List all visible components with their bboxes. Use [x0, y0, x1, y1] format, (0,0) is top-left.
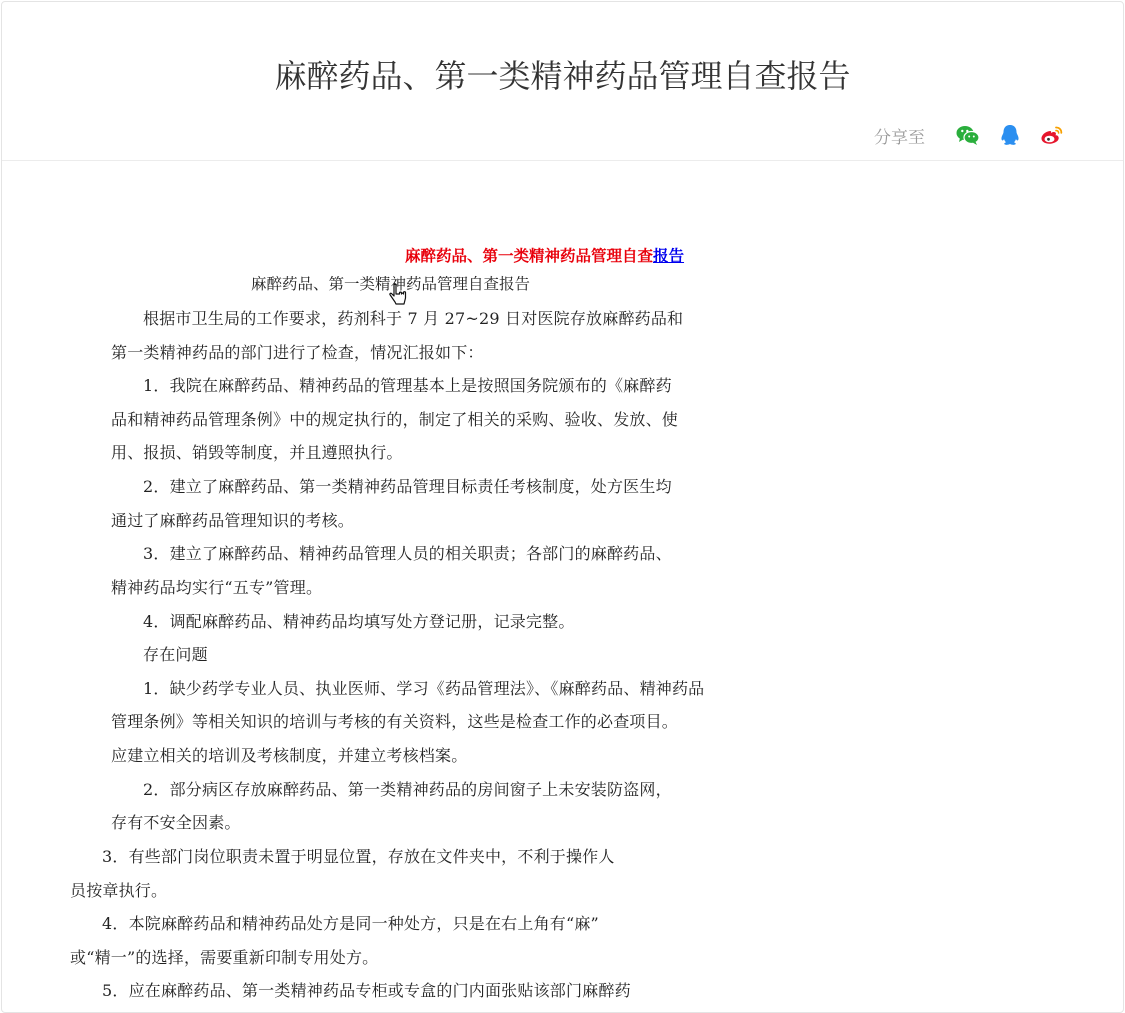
document-line: 应建立相关的培训及考核制度，并建立考核档案。	[111, 746, 468, 765]
document-line: 用、报损、销毁等制度，并且遵照执行。	[111, 443, 403, 462]
document-line: 存有不安全因素。	[111, 813, 241, 832]
document-line: 精神药品均实行“五专”管理。	[111, 578, 323, 597]
document-subtitle: 麻醉药品、第一类精神药品管理自查报告	[251, 275, 531, 293]
wechat-icon[interactable]	[955, 122, 981, 148]
document-line: 1．缺少药学专业人员、执业医师、学习《药品管理法》、《麻醉药品、精神药品	[143, 679, 705, 698]
document-line: 品和精神药品管理条例》中的规定执行的，制定了相关的采购、验收、发放、使	[111, 410, 679, 429]
headline-text: 麻醉药品、第一类精神药品管理自查	[405, 247, 654, 265]
document-line: 3．有些部门岗位职责未置于明显位置，存放在文件夹中，不利于操作人	[102, 847, 615, 866]
document-line: 1．我院在麻醉药品、精神药品的管理基本上是按照国务院颁布的《麻醉药	[143, 376, 672, 395]
document-line: 通过了麻醉药品管理知识的考核。	[111, 511, 355, 530]
document-headline	[405, 244, 684, 266]
hand-cursor-icon	[387, 283, 409, 307]
weibo-icon[interactable]	[1039, 122, 1065, 148]
document-line: 4．调配麻醉药品、精神药品均填写处方登记册，记录完整。	[143, 612, 575, 631]
share-bar	[874, 122, 1065, 148]
document-line: 员按章执行。	[70, 881, 168, 900]
document-line: 4．本院麻醉药品和精神药品处方是同一种处方，只是在右上角有“麻”	[102, 914, 599, 933]
document-line: 3．建立了麻醉药品、精神药品管理人员的相关职责；各部门的麻醉药品、	[143, 544, 672, 563]
document-line: 管理条例》等相关知识的培训与考核的有关资料，这些是检查工作的必查项目。	[111, 712, 679, 731]
document-line: 根据市卫生局的工作要求，药剂科于 7 月 27~29 日对医院存放麻醉药品和	[143, 309, 684, 328]
document-line: 2．建立了麻醉药品、第一类精神药品管理目标责任考核制度，处方医生均	[143, 477, 672, 496]
document-line: 或“精一”的选择，需要重新印制专用处方。	[70, 948, 379, 967]
document-line: 5．应在麻醉药品、第一类精神药品专柜或专盒的门内面张贴该部门麻醉药	[102, 981, 631, 1000]
document-line: 存在问题	[143, 645, 208, 664]
document-line: 2．部分病区存放麻醉药品、第一类精神药品的房间窗子上未安装防盗网，	[143, 780, 672, 799]
share-label: 分享至	[874, 127, 925, 148]
qq-icon[interactable]	[997, 122, 1023, 148]
headline-link[interactable]: 报告	[653, 247, 685, 265]
document-line: 第一类精神药品的部门进行了检查，情况汇报如下：	[111, 343, 484, 362]
article-header	[2, 2, 1123, 161]
document-scan	[0, 160, 1125, 1000]
page-title: 麻醉药品、第一类精神药品管理自查报告	[274, 57, 851, 95]
